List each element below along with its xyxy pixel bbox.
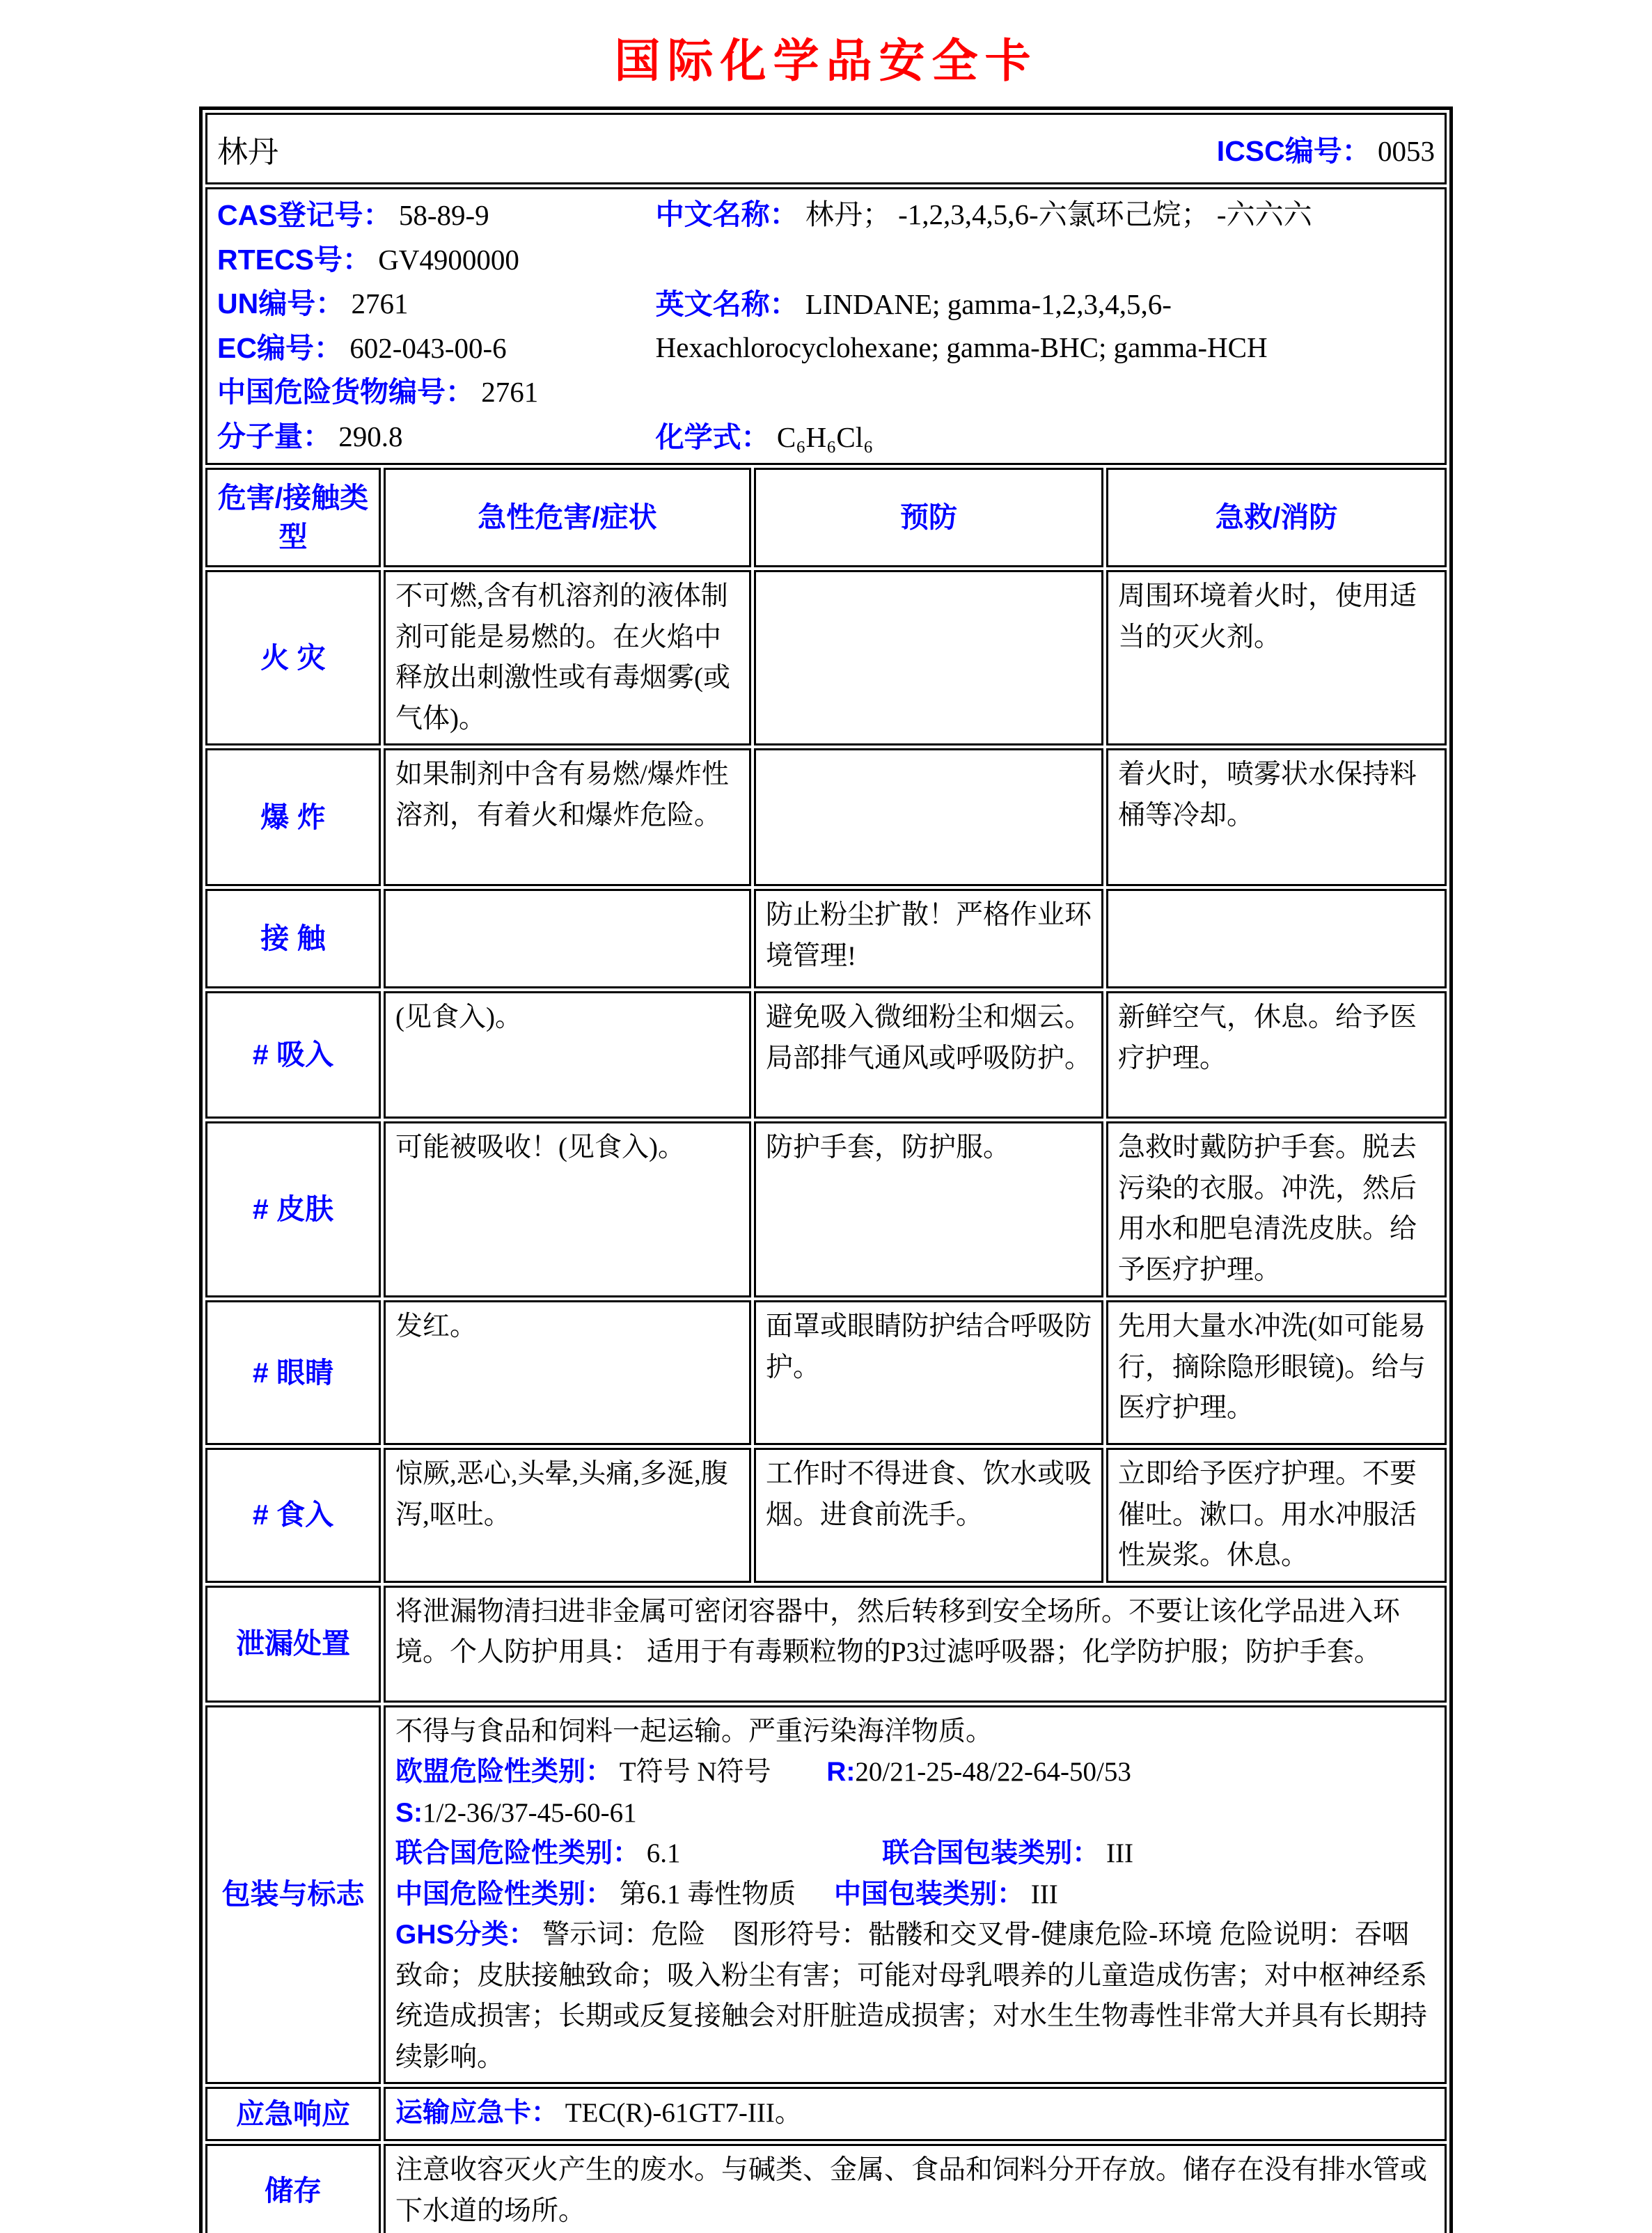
safety-card-table xyxy=(199,106,1453,2233)
s-phrases-value: 1/2-36/37-45-60-61 xyxy=(422,1797,637,1828)
storage-text-cell: 注意收容灭火产生的废水。与碱类、金属、食品和饲料分开存放。储存在没有排水管或下水道的场所。 xyxy=(384,2144,1447,2233)
identification-row xyxy=(205,187,1447,465)
transport-note: 不得与食品和饲料一起运输。严重污染海洋物质。 xyxy=(395,1716,993,1746)
chinese-name: 中文名称： 林丹； -1,2,3,4,5,6-六氯环己烷； -六六六 xyxy=(655,198,1312,230)
packaging-row xyxy=(205,1705,1447,2085)
explosion-prevention-cell xyxy=(754,748,1103,886)
packaging-category: 包装与标志 xyxy=(205,1705,381,2085)
ingestion-prevention-cell: 工作时不得进食、饮水或吸烟。进食前洗手。 xyxy=(754,1448,1103,1583)
un-classification-line xyxy=(395,1833,1435,1875)
name-row xyxy=(205,113,1447,184)
header-acute-hazards: 急性危害/症状 xyxy=(384,468,751,567)
header-hazard-type: 危害/接触类型 xyxy=(205,468,381,567)
ghs-label: GHS分类： xyxy=(395,1920,536,1950)
hazard-row-eyes xyxy=(205,1300,1447,1445)
eyes-prevention-cell: 面罩或眼睛防护结合呼吸防护。 xyxy=(754,1300,1103,1445)
ghs-classification-line xyxy=(395,1915,1435,2078)
r-phrases-value: 20/21-25-48/22-64-50/53 xyxy=(855,1757,1131,1788)
inhalation-response-cell: 新鲜空气，休息。给予医疗护理。 xyxy=(1106,991,1447,1119)
icsc-number xyxy=(1217,128,1435,169)
icsc-number-label: ICSC编号： xyxy=(1216,135,1371,167)
hazard-row-ingestion xyxy=(205,1448,1447,1583)
explosion-symptoms-cell: 如果制剂中含有易燃/爆炸性溶剂，有着火和爆炸危险。 xyxy=(384,748,751,886)
page-title: 国际化学品安全卡 xyxy=(614,35,1038,86)
fire-response-cell: 周围环境着火时，使用适当的灭火剂。 xyxy=(1106,570,1447,745)
fire-symptoms-cell: 不可燃,含有机溶剂的液体制剂可能是易燃的。在火焰中释放出刺激性或有毒烟雾(或气体)。 xyxy=(384,570,751,745)
header-first-aid: 急救/消防 xyxy=(1106,468,1447,567)
storage-category: 储存 xyxy=(205,2144,381,2233)
hazard-category-eyes: # 眼睛 xyxy=(205,1300,381,1445)
storage-row xyxy=(205,2144,1447,2233)
un-pack-label: 联合国包装类别： xyxy=(882,1838,1100,1869)
eyes-response-cell: 先用大量水冲洗(如可能易行，摘除隐形眼镜)。给与医疗护理。 xyxy=(1106,1300,1447,1445)
hazard-row-explosion xyxy=(205,748,1447,886)
emergency-cell xyxy=(384,2087,1447,2141)
s-phrases-label: S: xyxy=(395,1797,423,1828)
cn-pack-label: 中国包装类别： xyxy=(834,1879,1025,1909)
emergency-category: 应急响应 xyxy=(205,2087,381,2141)
contact-prevention-cell: 防止粉尘扩散！严格作业环境管理! xyxy=(754,889,1103,988)
chemical-formula: 化学式： C₆H₆Cl₆ xyxy=(655,420,874,453)
hazard-row-inhalation xyxy=(205,991,1447,1119)
ghs-value: 警示词：危险 图形符号：骷髅和交叉骨-健康危险-环境 危险说明：吞咽致命；皮肤接触致命；吸入粉尘有害；可能对母乳喂养的儿童造成伤害；对中枢神经系统造成损害；长期或反复接触会对肝脏造成损害；对水生生物毒性非常大并具有长期持续影响。 xyxy=(395,1920,1427,2072)
identifier-list xyxy=(217,194,656,459)
emergency-row xyxy=(205,2087,1447,2141)
fire-prevention-cell xyxy=(754,570,1103,745)
skin-response-cell: 急救时戴防护手套。脱去污染的衣服。冲洗，然后用水和肥皂清洗皮肤。给予医疗护理。 xyxy=(1106,1121,1447,1297)
contact-response-cell xyxy=(1106,889,1447,988)
cn-classification-line xyxy=(395,1875,1435,1916)
packaging-cell xyxy=(384,1705,1447,2085)
spill-text-cell: 将泄漏物清扫进非金属可密闭容器中，然后转移到安全场所。不要让该化学品进入环境。个人防护用具： 适用于有毒颗粒物的P3过滤呼吸器；化学防护服；防护手套。 xyxy=(384,1586,1447,1703)
un-class-value: 6.1 xyxy=(646,1838,681,1869)
english-name: 英文名称： LINDANE; gamma-1,2,3,4,5,6-Hexachlorocyclohexane; gamma-BHC; gamma-HCH xyxy=(655,288,1268,363)
skin-symptoms-cell: 可能被吸收！(见食入)。 xyxy=(384,1121,751,1297)
cn-class-value: 第6.1 毒性物质 xyxy=(619,1879,796,1909)
hazard-row-contact xyxy=(205,889,1447,988)
spill-row xyxy=(205,1586,1447,1703)
cn-class-label: 中国危险性类别： xyxy=(395,1879,613,1909)
un-class-label: 联合国危险性类别： xyxy=(395,1838,640,1869)
substance-name: 林丹 xyxy=(217,134,278,169)
un-pack-value: III xyxy=(1106,1838,1133,1869)
inhalation-prevention-cell: 避免吸入微细粉尘和烟云。局部排气通风或呼吸防护。 xyxy=(754,991,1103,1119)
hazard-row-fire xyxy=(205,570,1447,745)
skin-prevention-cell: 防护手套，防护服。 xyxy=(754,1121,1103,1297)
cas-number: CAS登记号： 58-89-9 xyxy=(217,199,489,231)
eyes-symptoms-cell: 发红。 xyxy=(384,1300,751,1445)
ec-number: EC编号： 602-043-00-6 xyxy=(217,331,507,364)
china-dg-number: 中国危险货物编号： 2761 xyxy=(217,376,539,409)
eu-class-label: 欧盟危险性类别： xyxy=(395,1757,613,1788)
r-phrases-label: R: xyxy=(826,1757,856,1788)
hazard-category-fire: 火 灾 xyxy=(205,570,381,745)
hazard-category-inhalation: # 吸入 xyxy=(205,991,381,1119)
cn-pack-value: III xyxy=(1030,1879,1058,1909)
names-block xyxy=(656,194,1435,459)
transport-card-label: 运输应急卡： xyxy=(395,2098,558,2129)
hazard-category-explosion: 爆 炸 xyxy=(205,748,381,886)
eu-class-value: T符号 N符号 xyxy=(619,1757,771,1788)
un-number: UN编号： 2761 xyxy=(217,287,409,320)
ingestion-symptoms-cell: 惊厥,恶心,头晕,头痛,多涎,腹泻,呕吐。 xyxy=(384,1448,751,1583)
hazard-category-skin: # 皮肤 xyxy=(205,1121,381,1297)
hazard-category-contact: 接 触 xyxy=(205,889,381,988)
rtecs-number: RTECS号： GV4900000 xyxy=(217,243,519,276)
s-phrases-line xyxy=(395,1793,1435,1834)
eu-classification-line xyxy=(395,1752,1435,1793)
identification-cell xyxy=(205,187,1447,465)
explosion-response-cell: 着火时，喷雾状水保持料桶等冷却。 xyxy=(1106,748,1447,886)
transport-card-value: TEC(R)-61GT7-III。 xyxy=(565,2098,802,2129)
name-cell xyxy=(205,113,1447,184)
contact-symptoms-cell xyxy=(384,889,751,988)
molecular-weight: 分子量： 290.8 xyxy=(217,420,403,452)
spill-category: 泄漏处置 xyxy=(205,1586,381,1703)
hazard-row-skin xyxy=(205,1121,1447,1297)
icsc-number-value: 0053 xyxy=(1378,135,1435,167)
inhalation-symptoms-cell: (见食入)。 xyxy=(384,991,751,1119)
header-prevention: 预防 xyxy=(754,468,1103,567)
hazard-header-row xyxy=(205,468,1447,567)
ingestion-response-cell: 立即给予医疗护理。不要催吐。漱口。用水冲服活性炭浆。休息。 xyxy=(1106,1448,1447,1583)
hazard-category-ingestion: # 食入 xyxy=(205,1448,381,1583)
